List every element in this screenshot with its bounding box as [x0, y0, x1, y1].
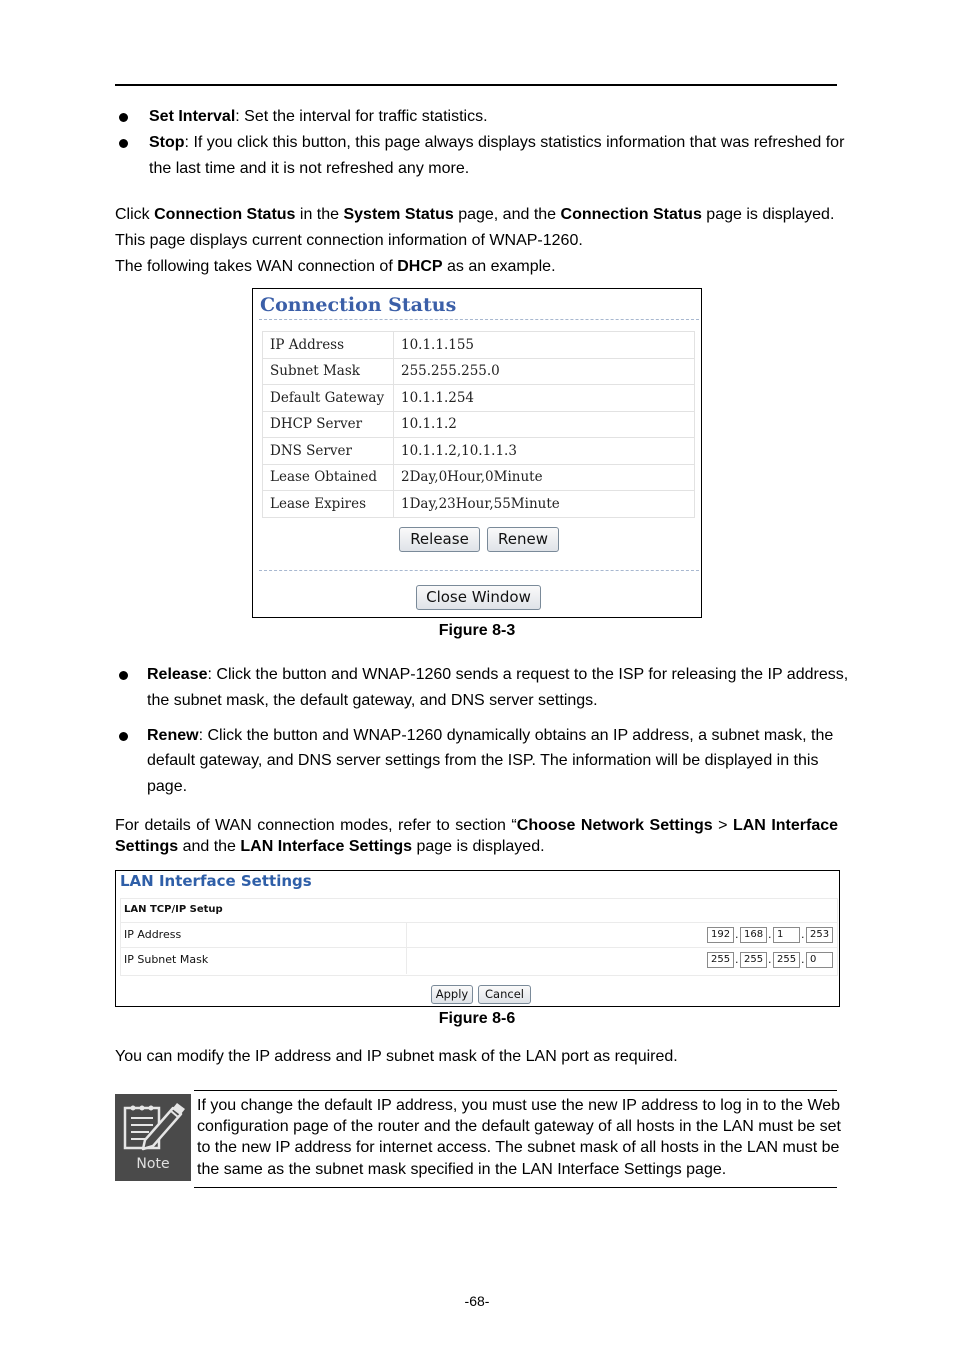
- notepad-pen-icon: [115, 1094, 191, 1156]
- note-text-line: to the new IP address for internet access. The subnet mask of all hosts in the LAN must be: [197, 1139, 840, 1156]
- field-value: 10.1.1.2: [394, 411, 695, 438]
- bullet-release: Release: Click the button and WNAP-1260 sends a request to the ISP for releasing the IP address,: [147, 666, 849, 683]
- bullet-dot: [119, 671, 128, 680]
- release-button[interactable]: Release: [399, 527, 480, 552]
- ip-octet-1-input[interactable]: 192: [707, 927, 734, 943]
- lan-interface-settings-panel: [115, 870, 840, 1007]
- bullet-stop-cont: the last time and it is not refreshed any more.: [149, 160, 470, 177]
- section-header: LAN TCP/IP Setup: [124, 904, 223, 915]
- figure-caption: Figure 8-6: [438, 1010, 516, 1027]
- connection-status-title: Connection Status: [260, 294, 457, 316]
- table-row: [263, 438, 695, 465]
- divider: [259, 570, 699, 571]
- mask-octet-2-input[interactable]: 255: [740, 952, 767, 968]
- ip-octet-3-input[interactable]: 1: [773, 927, 800, 943]
- field-value: 10.1.1.2,10.1.1.3: [394, 438, 695, 465]
- figure-caption: Figure 8-3: [438, 622, 516, 639]
- bullet-set-interval: [149, 107, 488, 127]
- divider: [259, 319, 699, 320]
- table-row: [263, 332, 695, 359]
- table-row: [263, 491, 695, 518]
- connection-status-panel: [252, 288, 702, 618]
- subnet-mask-label: IP Subnet Mask: [124, 953, 209, 966]
- renew-button[interactable]: Renew: [487, 527, 559, 552]
- lan-settings-table: [120, 898, 838, 976]
- note-bottom-rule: [194, 1187, 837, 1188]
- paragraph-line: This page displays current connection information of WNAP-1260.: [115, 232, 583, 249]
- paragraph-line: For details of WAN connection modes, refer to section “Choose Network Settings > LAN Interface: [115, 817, 839, 834]
- bullet-stop: [149, 133, 844, 153]
- lan-settings-title: LAN Interface Settings: [120, 872, 312, 890]
- field-value: 10.1.1.254: [394, 385, 695, 412]
- field-label: Default Gateway: [263, 385, 394, 412]
- field-value: 255.255.255.0: [394, 358, 695, 385]
- close-window-button[interactable]: Close Window: [416, 585, 541, 610]
- paragraph-line: Settings and the LAN Interface Settings page is displayed.: [115, 838, 545, 855]
- bullet-dot: [119, 113, 128, 122]
- bullet-dot: [119, 139, 128, 148]
- bullet-dot: [119, 732, 128, 741]
- field-label: DNS Server: [263, 438, 394, 465]
- note-icon: [115, 1094, 191, 1181]
- ip-octet-4-input[interactable]: 253: [806, 927, 833, 943]
- bullet-term: Stop: [149, 134, 185, 151]
- mask-octet-4-input[interactable]: 0: [806, 952, 833, 968]
- field-label: IP Address: [263, 332, 394, 359]
- table-row: [263, 464, 695, 491]
- field-value: 10.1.1.155: [394, 332, 695, 359]
- paragraph-line: The following takes WAN connection of DHCP as an example.: [115, 258, 556, 275]
- note-label: Note: [136, 1156, 170, 1172]
- paragraph-line: You can modify the IP address and IP subnet mask of the LAN port as required.: [115, 1048, 678, 1065]
- bullet-renew: Renew: Click the button and WNAP-1260 dynamically obtains an IP address, a subnet mask, the: [147, 727, 834, 744]
- bullet-release-cont: the subnet mask, the default gateway, and DNS server settings.: [147, 692, 598, 709]
- bullet-renew-cont: default gateway, and DNS server settings from the ISP. The information will be displayed in this: [147, 752, 819, 769]
- mask-octet-1-input[interactable]: 255: [707, 952, 734, 968]
- cancel-button[interactable]: Cancel: [478, 985, 531, 1004]
- mask-octet-3-input[interactable]: 255: [773, 952, 800, 968]
- section-header-row: [121, 899, 837, 923]
- field-label: Subnet Mask: [263, 358, 394, 385]
- note-text-line: configuration page of the router and the default gateway of all hosts in the LAN must be set: [197, 1118, 841, 1135]
- apply-button[interactable]: Apply: [431, 985, 473, 1004]
- note-top-rule: [194, 1090, 837, 1091]
- bullet-renew-cont: page.: [147, 778, 188, 795]
- field-value: 1Day,23Hour,55Minute: [394, 491, 695, 518]
- field-label: Lease Obtained: [263, 464, 394, 491]
- paragraph-line: Click Connection Status in the System Status page, and the Connection Status page is displayed.: [115, 206, 835, 223]
- bullet-text: : If you click this button, this page always displays statistics information that was refreshed for: [184, 134, 845, 151]
- subnet-mask-row: IP Subnet Mask 255 . 255 . 255 . 0: [121, 948, 837, 974]
- note-text-line: the same as the subnet mask specified in the LAN Interface Settings page.: [197, 1161, 727, 1178]
- ip-address-label: IP Address: [124, 928, 182, 941]
- table-row: [263, 411, 695, 438]
- bullet-term: Set Interval: [149, 108, 236, 125]
- field-label: DHCP Server: [263, 411, 394, 438]
- table-row: [263, 358, 695, 385]
- field-value: 2Day,0Hour,0Minute: [394, 464, 695, 491]
- bullet-text: : Set the interval for traffic statistics.: [235, 108, 488, 125]
- table-row: [263, 385, 695, 412]
- ip-address-row: IP Address 192 . 168 . 1 . 253: [121, 923, 837, 948]
- field-label: Lease Expires: [263, 491, 394, 518]
- header-rule: [115, 84, 837, 86]
- connection-status-table: [262, 331, 695, 518]
- note-text-line: If you change the default IP address, you must use the new IP address to log in to the Web: [197, 1097, 841, 1114]
- ip-octet-2-input[interactable]: 168: [740, 927, 767, 943]
- page-number: -68-: [464, 1293, 490, 1309]
